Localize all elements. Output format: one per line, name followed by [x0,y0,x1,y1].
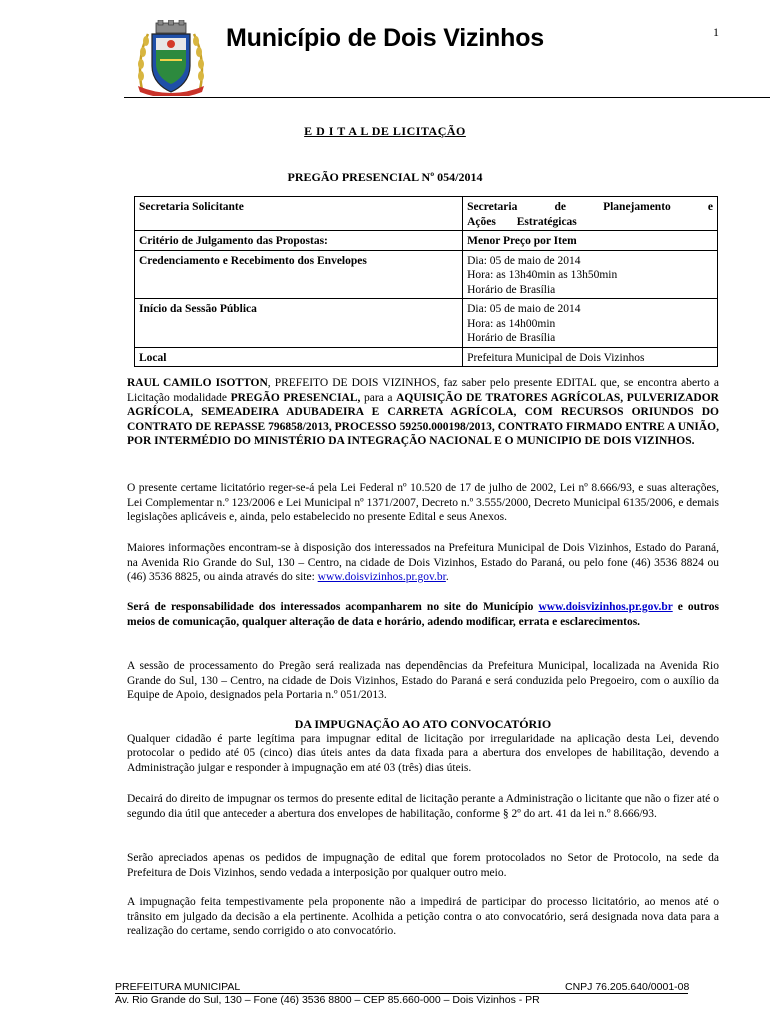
section-impugnation [127,717,719,775]
table-row [135,299,718,348]
licitation-info-table [134,196,718,367]
website-link[interactable]: www.doisvizinhos.pr.gov.br [317,571,446,583]
page-footer [115,981,715,1007]
header-divider [124,97,770,98]
intro-text-1: , PREFEITO DE DOIS VIZINHOS, faz saber pelo presente EDITAL que, se encontra aberto a Licitação modalidade [127,377,719,404]
page-number: 1 [713,25,719,39]
row-value: Prefeitura Municipal de Dois Vizinhos [463,347,718,367]
section-title: DA IMPUGNAÇÃO AO ATO CONVOCATÓRIO [294,717,552,731]
table-row [135,197,718,231]
paragraph-timely-impugnation [127,895,719,939]
paragraph-text: Serão apreciados apenas os pedidos de impugnação de edital que forem protocolados no Setor de Protocolo, na sede da Prefeitura de Dois Vizinhos, sendo vedada a interposição por qualquer outro meio. [127,852,719,879]
paragraph-text: A sessão de processamento do Pregão será realizada nas dependências da Prefeitura Municipal, localizada na Avenida Rio Grande do Sul, 130 – Centro, na cidade de Dois Vizinhos, Estado do Paraná e será conduzida pelo Pregoeiro, com o auxílio da Equipe de Apoio, designados pela Portaria n.º 051/2013. [127,660,719,701]
row-value-line: Hora: as 13h40min as 13h50min [467,269,618,281]
paragraph-text: A impugnação feita tempestivamente pela proponente não a impedirá de participar do processo licitatório, ao menos até o trânsito em julgado da decisão a ela pertinente. Acolhida a petição contra o ato convocatório, será designada nova data para a realização do certame, sendo corrigido o ato convocatório. [127,896,719,937]
paragraph-more-info [127,541,719,585]
row-value [463,197,718,231]
row-label: Secretaria Solicitante [135,197,463,231]
intro-text-2: para a [360,391,397,404]
row-value [463,299,718,348]
paragraph-text: O presente certame licitatório reger-se-á pela Lei Federal nº 10.520 de 17 de julho de 2002, Lei nº 8.666/93, e suas alterações, Lei Complementar n.º 123/2006 e Lei Municipal nº 1371/2007, Decreto n.º 3.555/2000, Decreto Municipal 6135/2006, e demais legislações aplicáveis e, ainda, pelo estabelecido no presente Edital e seus Anexos. [127,482,719,523]
table-row [135,250,718,299]
table-row [135,231,718,251]
paragraph-end: . [445,571,449,583]
pregao-title: PREGÃO PRESENCIAL Nº 054/2014 [287,170,483,184]
row-label: Local [135,347,463,367]
municipal-coat-of-arms [132,20,210,96]
row-label: Critério de Julgamento das Propostas: [135,231,463,251]
table-row [135,347,718,367]
edital-title: E D I T A L DE LICITAÇÃO [304,124,466,138]
row-value [463,250,718,299]
footer-org: PREFEITURA MUNICIPAL [115,981,241,993]
row-label: Credenciamento e Recebimento dos Envelopes [135,250,463,299]
paragraph-legislation [127,481,719,525]
footer-divider [115,993,688,994]
paragraph-decay [127,792,719,821]
website-link[interactable]: www.doisvizinhos.pr.gov.br [538,601,673,613]
row-value-line: Dia: 05 de maio de 2014 [467,254,581,267]
modality: PREGÃO PRESENCIAL, [230,391,361,404]
footer-cnpj: CNPJ 76.205.640/0001-08 [565,981,690,993]
row-value-line: Secretaria de Planejamento e Ações Estratégicas [467,201,713,228]
row-label: Início da Sessão Pública [135,299,463,348]
paragraph-protocol [127,851,719,880]
paragraph-text: Decairá do direito de impugnar os termos do presente edital de licitação perante a Administração o licitante que não o fizer até o segundo dia útil que anteceder a abertura dos envelopes de habilitação, conforme § 2º do art. 41 da lei n.º 8.666/93. [127,793,719,820]
object-description: AQUISIÇÃO DE TRATORES AGRÍCOLAS, PULVERIZADOR AGRÍCOLA, SEMEADEIRA ADUBADEIRA E CARRETA AGRÍCOLA, COM RECURSOS ORIUNDOS DO CONTRATO DE REPASSE 796858/2013, PROCESSO 59250.000198/2013, CONTRATO FIRMADO ENTRE A UNIÃO, POR INTERMÉDIO DO MINISTÉRIO DA INTEGRAÇÃO NACIONAL E O MUNICIPIO DE DOIS VIZINHOS. [127,391,719,447]
paragraph-responsibility [127,600,719,629]
row-value-line: Horário de Brasília [467,283,556,296]
footer-address: Av. Rio Grande do Sul, 130 – Fone (46) 3536 8800 – CEP 85.660-000 – Dois Vizinhos - PR [115,994,540,1006]
paragraph-text: Será de responsabilidade dos interessados acompanharem no site do Município [127,601,539,613]
paragraph-text-end: e outros meios de comunicação, qualquer alteração de data e horário, adendo modificar, errata e esclarecimentos. [127,601,719,628]
municipality-title: Município de Dois Vizinhos [226,24,544,52]
row-value-line: Horário de Brasília [467,332,556,344]
row-value-line: Dia: 05 de maio de 2014 [467,303,581,315]
paragraph-text: Maiores informações encontram-se à disposição dos interessados na Prefeitura Municipal de Dois Vizinhos, Estado do Paraná, na Avenida Rio Grande do Sul, 130 – Centro, na cidade de Dois Vizinhos, Estado do Paraná, ou pelo fone (46) 3536 8824 ou (46) 3536 8825, ou ainda através do site: [127,542,719,583]
paragraph-intro [127,376,719,449]
mayor-name: RAUL CAMILO ISOTTON [127,377,268,389]
paragraph-session [127,659,719,703]
paragraph-text: Qualquer cidadão é parte legítima para impugnar edital de licitação por irregularidade na aplicação desta Lei, devendo protocolar o pedido até 05 (cinco) dias úteis antes da data fixada para a abertura dos envelopes de habilitação, devendo a Administração julgar e responder à impugnação em até 03 (três) dias úteis. [127,732,719,774]
row-value: Menor Preço por Item [463,231,718,251]
row-value-line: Hora: as 14h00min [467,317,556,330]
